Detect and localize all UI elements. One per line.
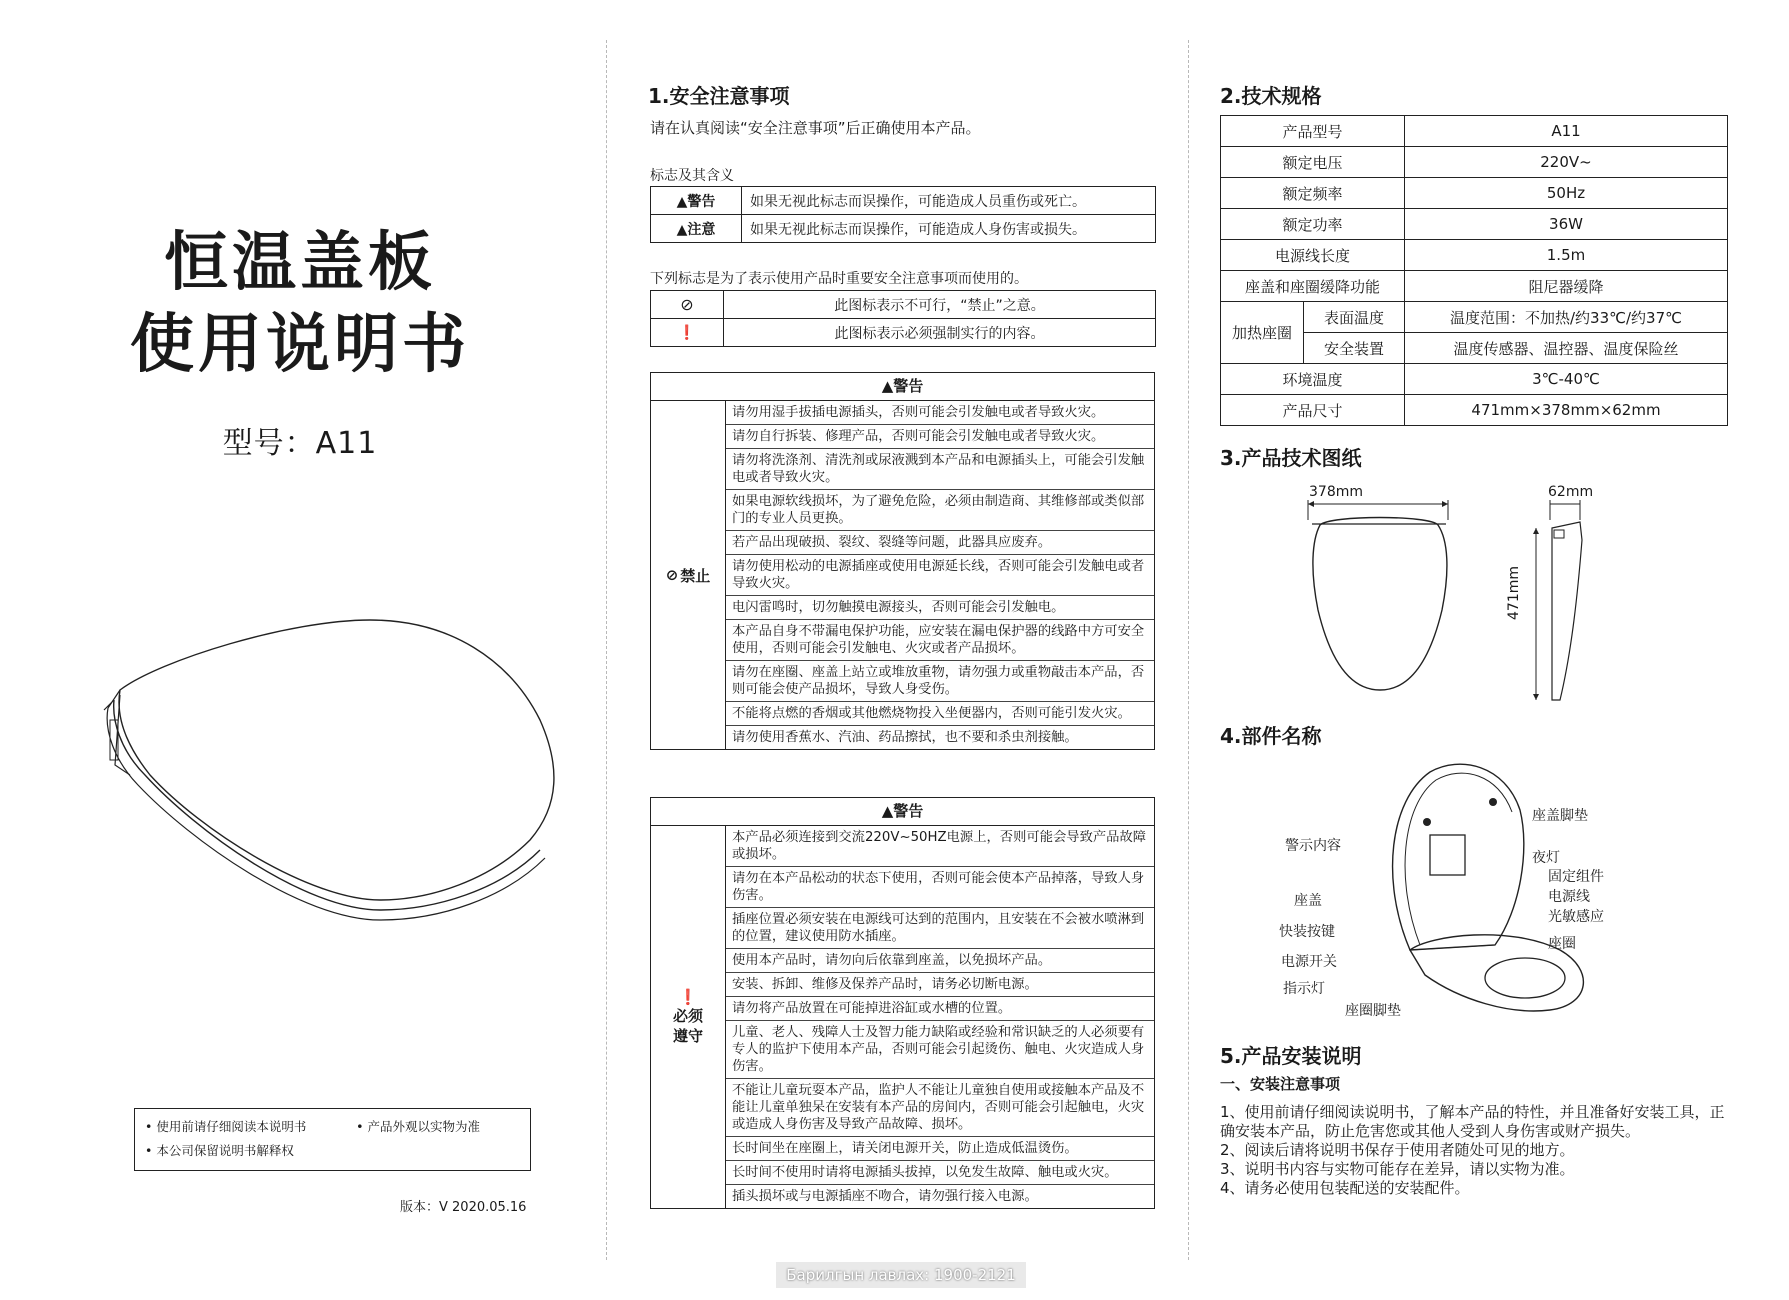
cover-title-line2: 使用说明书 bbox=[130, 308, 470, 382]
version-label: 版本：V 2020.05.16 bbox=[400, 1200, 527, 1215]
list-item: 2、阅读后请将说明书保存于使用者随处可见的地方。 bbox=[1220, 1141, 1575, 1159]
spec-name: 额定电压 bbox=[1221, 147, 1405, 178]
cover-notes-box bbox=[134, 1108, 531, 1171]
warning-row: 插头损坏或与电源插座不吻合，请勿强行接入电源。 bbox=[732, 1189, 1038, 1204]
fold-line bbox=[1188, 40, 1189, 1260]
table-row bbox=[651, 215, 1156, 243]
safety-panel bbox=[606, 0, 1186, 1300]
list-item: 3、说明书内容与实物可能存在差异，请以实物为准。 bbox=[1220, 1160, 1575, 1178]
icons-label: 下列标志是为了表示使用产品时重要安全注意事项而使用的。 bbox=[650, 271, 1028, 287]
install-subheading: 一、安装注意事项 bbox=[1220, 1075, 1341, 1093]
depth-dimension: 62mm bbox=[1548, 484, 1594, 500]
length-dimension: 471mm bbox=[1506, 566, 1522, 620]
icon-meaning: 此图标表示不可行，“禁止”之意。 bbox=[724, 291, 1156, 319]
side-label-text: 必须遵守 bbox=[672, 1007, 703, 1045]
spec-name: 安全装置 bbox=[1304, 333, 1405, 364]
seat-illustration bbox=[90, 600, 570, 930]
part-label: 快装按键 bbox=[1279, 924, 1335, 940]
safety-intro: 请在认真阅读“安全注意事项”后正确使用本产品。 bbox=[650, 119, 981, 137]
warning-row: 请勿使用香蕉水、汽油、药品擦拭，也不要和杀虫剂接触。 bbox=[732, 730, 1078, 745]
spec-name: 额定功率 bbox=[1221, 209, 1405, 240]
table-row bbox=[651, 319, 1156, 347]
spec-name: 产品型号 bbox=[1221, 116, 1405, 147]
spec-value: 471mm×378mm×62mm bbox=[1405, 395, 1728, 426]
cover-panel bbox=[0, 0, 600, 1300]
table-row bbox=[651, 291, 1156, 319]
part-label: 座盖脚垫 bbox=[1532, 808, 1588, 824]
spec-table bbox=[1220, 115, 1728, 426]
icon-table bbox=[650, 290, 1156, 347]
table-row bbox=[1221, 240, 1728, 271]
part-label: 警示内容 bbox=[1285, 838, 1341, 854]
spec-group-label: 加热座圈 bbox=[1221, 302, 1304, 364]
spec-value: 温度传感器、温控器、温度保险丝 bbox=[1405, 333, 1728, 364]
part-label: 夜灯 bbox=[1532, 850, 1560, 866]
part-label: 光敏感应 bbox=[1548, 909, 1604, 925]
part-label: 指示灯 bbox=[1283, 981, 1325, 997]
cover-note: • 使用前请仔细阅读本说明书 bbox=[145, 1119, 307, 1134]
cover-title bbox=[60, 222, 540, 386]
table-row bbox=[1221, 209, 1728, 240]
prohibit-icon: ⊘ bbox=[665, 566, 679, 584]
table-row bbox=[1221, 178, 1728, 209]
install-heading: 5.产品安装说明 bbox=[1220, 1044, 1362, 1068]
part-label: 固定组件 bbox=[1548, 869, 1604, 885]
safety-heading: 1.安全注意事项 bbox=[648, 84, 790, 108]
table-row bbox=[1221, 147, 1728, 178]
mandatory-icon: ❗ bbox=[651, 319, 724, 347]
symbol-label: ▲注意 bbox=[651, 215, 742, 243]
install-list bbox=[1220, 1103, 1730, 1198]
footer-watermark: Барилгын лавлах: 1900-2121 bbox=[776, 1262, 1026, 1288]
warning-row: 请勿将产品放置在可能掉进浴缸或水槽的位置。 bbox=[726, 997, 1154, 1021]
symbol-table bbox=[650, 186, 1156, 243]
warning-header: ▲警告 bbox=[651, 373, 1154, 401]
warning-row: 本产品必须连接到交流220V~50HZ电源上，否则可能会导致产品故障或损坏。 bbox=[726, 826, 1154, 867]
warning-row: 使用本产品时，请勿向后依靠到座盖，以免损坏产品。 bbox=[726, 949, 1154, 973]
spec-name: 环境温度 bbox=[1221, 364, 1405, 395]
spec-value: 3℃-40℃ bbox=[1405, 364, 1728, 395]
cover-title-line1: 恒温盖板 bbox=[164, 226, 436, 300]
specs-panel bbox=[1190, 0, 1789, 1300]
warning-row: 请勿在座圈、座盖上站立或堆放重物，请勿强力或重物敲击本产品，否则可能会使产品损坏，导致人身受伤。 bbox=[726, 661, 1154, 702]
spec-value: 阻尼器缓降 bbox=[1405, 271, 1728, 302]
warning-row: 安装、拆卸、维修及保养产品时，请务必切断电源。 bbox=[726, 973, 1154, 997]
drawing-heading: 3.产品技术图纸 bbox=[1220, 446, 1362, 470]
specs-heading: 2.技术规格 bbox=[1220, 84, 1322, 108]
warning-header: ▲警告 bbox=[651, 798, 1154, 826]
table-row bbox=[1221, 364, 1728, 395]
mandatory-warning-block bbox=[650, 797, 1155, 1209]
spec-name: 额定频率 bbox=[1221, 178, 1405, 209]
table-row bbox=[1221, 271, 1728, 302]
spec-name: 产品尺寸 bbox=[1221, 395, 1405, 426]
spec-value: 220V~ bbox=[1405, 147, 1728, 178]
part-label: 电源线 bbox=[1548, 889, 1590, 905]
warning-row: 电闪雷鸣时，切勿触摸电源接头，否则可能会引发触电。 bbox=[726, 596, 1154, 620]
part-label: 电源开关 bbox=[1281, 954, 1337, 970]
warning-row: 请勿自行拆装、修理产品，否则可能会引发触电或者导致火灾。 bbox=[726, 425, 1154, 449]
prohibit-warning-block bbox=[650, 372, 1155, 750]
list-item: 4、请务必使用包装配送的安装配件。 bbox=[1220, 1179, 1470, 1197]
warning-row: 不能将点燃的香烟或其他燃烧物投入坐便器内，否则可能引发火灾。 bbox=[726, 702, 1154, 726]
width-dimension: 378mm bbox=[1309, 484, 1363, 500]
warning-row: 儿童、老人、残障人士及智力能力缺陷或经验和常识缺乏的人必须要有专人的监护下使用本产品，否则可能会引起烫伤、触电、火灾造成人身伤害。 bbox=[726, 1021, 1154, 1079]
warning-row: 本产品自身不带漏电保护功能，应安装在漏电保护器的线路中方可安全使用，否则可能会引发触电、火灾或者产品损坏。 bbox=[726, 620, 1154, 661]
table-row bbox=[1221, 116, 1728, 147]
symbol-meaning: 如果无视此标志而误操作，可能造成人身伤害或损失。 bbox=[742, 215, 1156, 243]
warning-row: 如果电源软线损坏，为了避免危险，必须由制造商、其维修部或类似部门的专业人员更换。 bbox=[726, 490, 1154, 531]
mandatory-icon: ❗ bbox=[678, 988, 698, 1006]
warning-row: 请勿在本产品松动的状态下使用，否则可能会使本产品掉落，导致人身伤害。 bbox=[726, 867, 1154, 908]
table-row bbox=[651, 187, 1156, 215]
part-label: 座圈 bbox=[1548, 936, 1576, 952]
table-row bbox=[1221, 302, 1728, 333]
side-label-text: 禁止 bbox=[680, 566, 711, 585]
warning-row: 若产品出现破损、裂纹、裂缝等问题，此器具应废弃。 bbox=[726, 531, 1154, 555]
cover-note: • 本公司保留说明书解释权 bbox=[145, 1143, 294, 1158]
prohibit-icon: ⊘ bbox=[651, 291, 724, 319]
table-row bbox=[1221, 395, 1728, 426]
model-label: 型号：A11 bbox=[222, 426, 378, 461]
spec-value: A11 bbox=[1405, 116, 1728, 147]
spec-value: 温度范围：不加热/约33℃/约37℃ bbox=[1405, 302, 1728, 333]
warning-row: 请勿用湿手拔插电源插头，否则可能会引发触电或者导致火灾。 bbox=[726, 401, 1154, 425]
warning-row: 长时间坐在座圈上，请关闭电源开关，防止造成低温烫伤。 bbox=[726, 1137, 1154, 1161]
warning-row: 插座位置必须安装在电源线可达到的范围内，且安装在不会被水喷淋到的位置，建议使用防水插座。 bbox=[726, 908, 1154, 949]
technical-drawing bbox=[1290, 480, 1670, 710]
warning-row: 不能让儿童玩耍本产品，监护人不能让儿童独自使用或接触本产品及不能让儿童单独呆在安装有本产品的房间内，否则可能会引起触电，火灾或造成人身伤害及导致产品故障、损坏。 bbox=[726, 1079, 1154, 1137]
icon-meaning: 此图标表示必须强制实行的内容。 bbox=[724, 319, 1156, 347]
spec-name: 表面温度 bbox=[1304, 302, 1405, 333]
spec-name: 电源线长度 bbox=[1221, 240, 1405, 271]
list-item: 1、使用前请仔细阅读说明书，了解本产品的特性，并且准备好安装工具，正确安装本产品，防止危害您或其他人受到人身伤害或财产损失。 bbox=[1220, 1103, 1725, 1140]
parts-heading: 4.部件名称 bbox=[1220, 724, 1322, 748]
symbol-meaning: 如果无视此标志而误操作，可能造成人员重伤或死亡。 bbox=[742, 187, 1156, 215]
spec-value: 1.5m bbox=[1405, 240, 1728, 271]
part-label: 座盖 bbox=[1294, 893, 1322, 909]
warning-row: 长时间不使用时请将电源插头拔掉，以免发生故障、触电或火灾。 bbox=[726, 1161, 1154, 1185]
prohibit-side-label bbox=[651, 401, 726, 749]
warning-row: 请勿使用松动的电源插座或使用电源延长线，否则可能会引发触电或者导致火灾。 bbox=[726, 555, 1154, 596]
symbol-label: ▲警告 bbox=[651, 187, 742, 215]
warning-row: 请勿将洗涤剂、清洗剂或尿液溅到本产品和电源插头上，可能会引发触电或者导致火灾。 bbox=[726, 449, 1154, 490]
mandatory-side-label bbox=[651, 826, 726, 1208]
spec-name: 座盖和座圈缓降功能 bbox=[1221, 271, 1405, 302]
symbols-label: 标志及其含义 bbox=[650, 168, 734, 184]
spec-value: 50Hz bbox=[1405, 178, 1728, 209]
cover-note: • 产品外观以实物为准 bbox=[356, 1119, 480, 1134]
part-label: 座圈脚垫 bbox=[1345, 1003, 1401, 1019]
spec-value: 36W bbox=[1405, 209, 1728, 240]
